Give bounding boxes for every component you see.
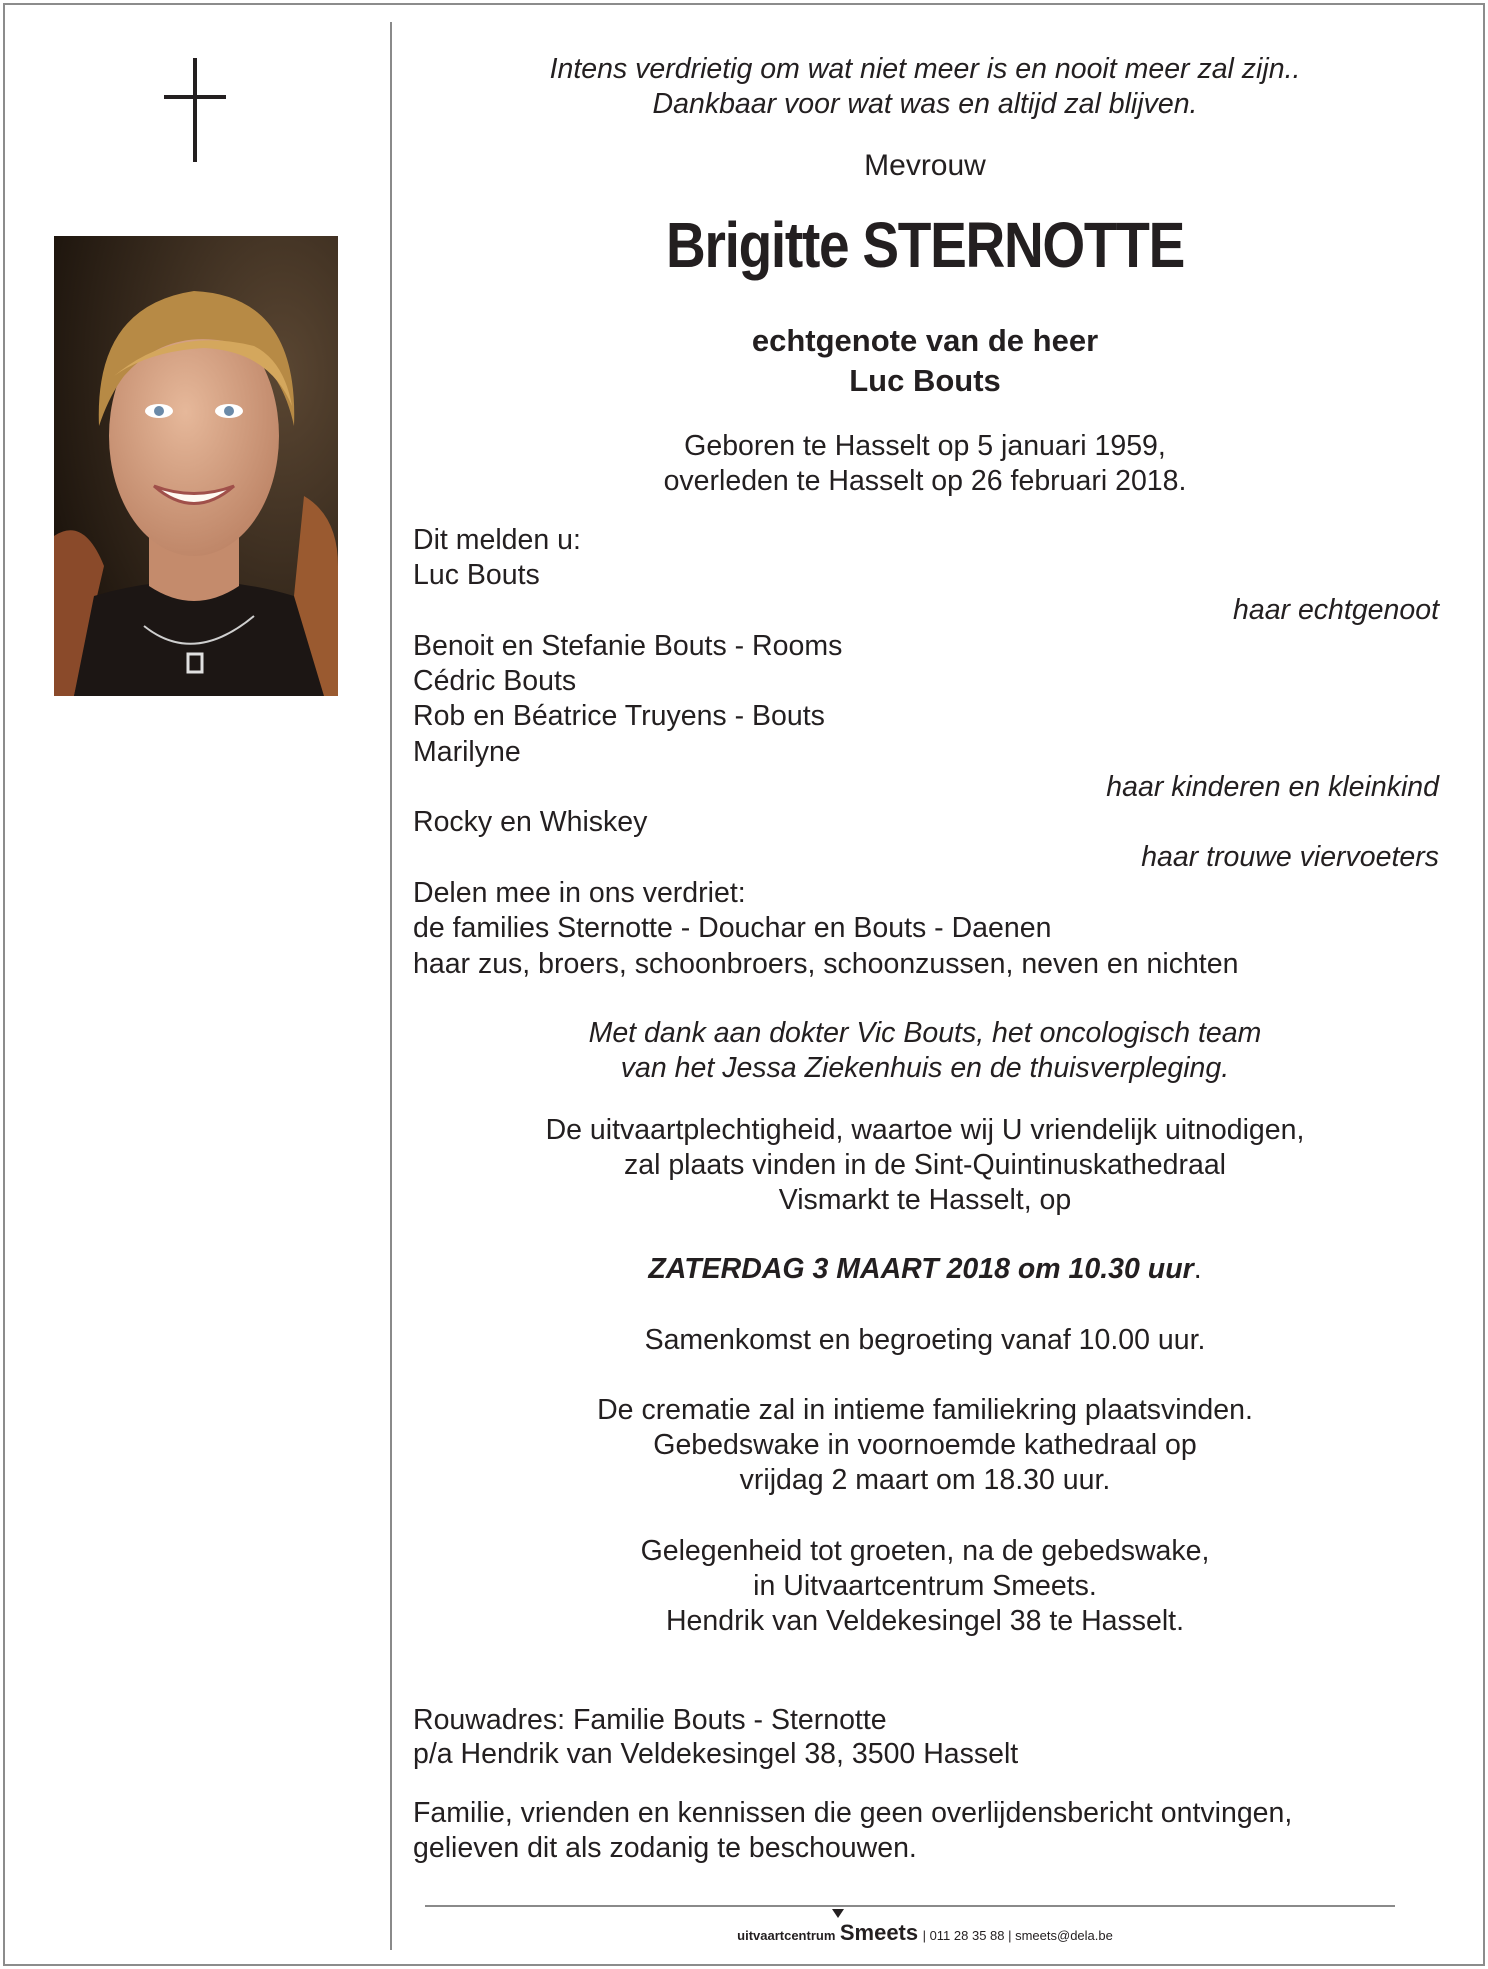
- notice-line: gelieven dit als zodanig te beschouwen.: [413, 1832, 917, 1864]
- cremation-line: Gebedswake in voornoemde kathedraal op: [653, 1429, 1197, 1461]
- greeting-line: in Uitvaartcentrum Smeets.: [753, 1570, 1097, 1602]
- list-item: Rob en Béatrice Truyens - Bouts: [413, 700, 825, 733]
- funeral-home-footer: [450, 1920, 1400, 1946]
- portrait-photo: [54, 236, 338, 696]
- deceased-name: Brigitte STERNOTTE: [665, 209, 1185, 281]
- cross-icon: [164, 58, 226, 162]
- ceremony-text: [450, 1113, 1400, 1218]
- ceremony-line: De uitvaartplechtigheid, waartoe wij U vriendelijk uitnodigen,: [545, 1114, 1305, 1146]
- list-spacer: [413, 594, 1238, 629]
- relation-label: haar kinderen en kleinkind: [1106, 771, 1439, 803]
- thanks-note: [450, 1016, 1400, 1086]
- meeting-text: Samenkomst en begroeting vanaf 10.00 uur.: [644, 1324, 1206, 1356]
- spouse-intro: echtgenote van de heer: [751, 323, 1099, 358]
- list-item: Luc Bouts: [413, 559, 540, 592]
- column-divider: [390, 22, 392, 1950]
- life-dates: [450, 429, 1400, 499]
- thanks-line: Met dank aan dokter Vic Bouts, het oncologisch team: [588, 1017, 1262, 1049]
- cremation-text: [450, 1393, 1400, 1498]
- list-item: haar zus, broers, schoonbroers, schoonzussen, neven en nichten: [413, 947, 1239, 980]
- salutation: Mevrouw: [864, 149, 986, 182]
- death-line: overleden te Hasselt op 26 februari 2018.: [663, 465, 1187, 497]
- ceremony-date: [450, 1253, 1400, 1286]
- mourning-address: [413, 1703, 1018, 1771]
- footer-brand: Smeets: [839, 1920, 919, 1945]
- address-line: p/a Hendrik van Veldekesingel 38, 3500 Hasselt: [413, 1738, 1019, 1770]
- ceremony-date-text: ZATERDAG 3 MAART 2018 om 10.30 uur: [648, 1253, 1194, 1285]
- footer-prefix: uitvaartcentrum: [737, 1928, 836, 1943]
- ceremony-date-suffix: .: [1193, 1253, 1202, 1285]
- quote-line: Intens verdrietig om wat niet meer is en nooit meer zal zijn..: [549, 53, 1301, 85]
- list-item: Dit melden u:: [413, 524, 581, 556]
- footer-contact: | 011 28 35 88 | smeets@dela.be: [922, 1928, 1113, 1943]
- list-spacer: [413, 841, 1238, 876]
- list-item: Rocky en Whiskey: [413, 806, 648, 839]
- spouse-block: [450, 321, 1400, 401]
- relation-label: haar trouwe viervoeters: [1141, 841, 1439, 873]
- footer-rule: [425, 1905, 1395, 1907]
- thanks-line: van het Jessa Ziekenhuis en de thuisverpleging.: [620, 1052, 1230, 1084]
- relation-label: haar echtgenoot: [1233, 594, 1439, 626]
- cremation-line: vrijdag 2 maart om 18.30 uur.: [739, 1464, 1111, 1496]
- address-line: Rouwadres: Familie Bouts - Sternotte: [413, 1704, 887, 1736]
- birth-line: Geboren te Hasselt op 5 januari 1959,: [684, 430, 1166, 462]
- cremation-line: De crematie zal in intieme familiekring plaatsvinden.: [597, 1394, 1253, 1426]
- ceremony-line: zal plaats vinden in de Sint-Quintinuskathedraal: [623, 1149, 1227, 1181]
- announcers-list: [413, 523, 1238, 982]
- list-item: Benoit en Stefanie Bouts - Rooms: [413, 629, 843, 662]
- list-item: de families Sternotte - Douchar en Bouts - Daenen: [413, 912, 1052, 945]
- greeting-text: [450, 1534, 1400, 1639]
- quote-line: Dankbaar voor wat was en altijd zal blijven.: [652, 88, 1198, 120]
- closing-notice: [413, 1796, 1292, 1866]
- pointer-triangle-icon: [832, 1909, 844, 1918]
- greeting-line: Gelegenheid tot groeten, na de gebedswake,: [640, 1535, 1210, 1567]
- greeting-line: Hendrik van Veldekesingel 38 te Hasselt.: [665, 1605, 1185, 1637]
- list-item: Delen mee in ons verdriet:: [413, 876, 746, 909]
- notice-line: Familie, vrienden en kennissen die geen overlijdensbericht ontvingen,: [413, 1797, 1293, 1829]
- opening-quote: [450, 52, 1400, 122]
- ceremony-line: Vismarkt te Hasselt, op: [778, 1184, 1072, 1216]
- list-item: Marilyne: [413, 735, 521, 768]
- list-item: Cédric Bouts: [413, 665, 577, 698]
- spouse-name: Luc Bouts: [849, 363, 1001, 398]
